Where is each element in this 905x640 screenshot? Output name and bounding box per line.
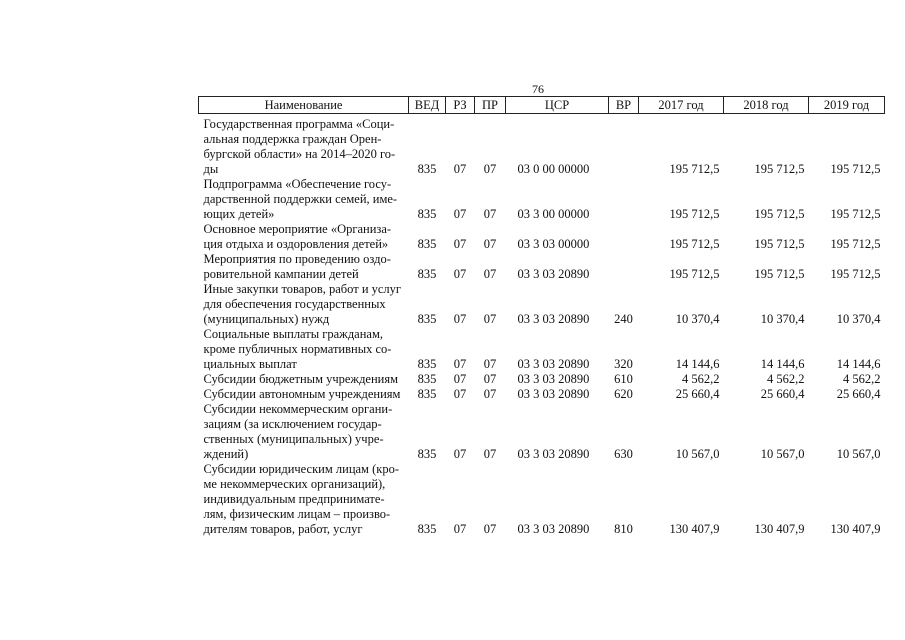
- name-line: ровительной кампании детей: [203, 267, 359, 281]
- cell-name: [199, 387, 409, 402]
- cell-2019: 195 712,5: [830, 162, 881, 176]
- cell-2017: 195 712,5: [669, 207, 720, 221]
- name-line: Мероприятия по проведению оздо-: [203, 252, 391, 266]
- table-row: [199, 402, 885, 462]
- cell-pr: 07: [483, 267, 497, 281]
- table-row: [199, 222, 885, 252]
- cell-csr: 03 3 03 20890: [517, 447, 590, 461]
- cell-rz: 07: [453, 237, 467, 251]
- cell-pr: 07: [483, 237, 497, 251]
- cell-2019: 195 712,5: [830, 267, 881, 281]
- cell-csr: 03 3 03 20890: [517, 267, 590, 281]
- name-line: зациям (за исключением государ-: [203, 417, 382, 431]
- name-line: ждений): [203, 447, 249, 461]
- cell-2018: 25 660,4: [760, 387, 805, 401]
- cell-2019: 195 712,5: [830, 207, 881, 221]
- cell-pr: 07: [483, 447, 497, 461]
- name-line: циальных выплат: [203, 357, 297, 371]
- name-line: кроме публичных нормативных со-: [203, 342, 392, 356]
- cell-name: [199, 372, 409, 387]
- cell-name: [199, 252, 409, 282]
- header-ved: ВЕД: [409, 97, 446, 114]
- cell-csr: 03 3 00 00000: [517, 207, 590, 221]
- cell-ved: 835: [417, 312, 437, 326]
- header-rz: РЗ: [446, 97, 475, 114]
- cell-2019: 4 562,2: [843, 372, 881, 386]
- table-row: [199, 252, 885, 282]
- cell-ved: 835: [417, 162, 437, 176]
- name-line: дителям товаров, работ, услуг: [203, 522, 363, 536]
- cell-csr: 03 3 03 20890: [517, 357, 590, 371]
- cell-vr: [609, 114, 639, 178]
- name-line: бургской области» на 2014–2020 го-: [203, 147, 396, 161]
- header-2017: 2017 год: [639, 97, 724, 114]
- cell-rz: 07: [453, 312, 467, 326]
- cell-pr: 07: [483, 312, 497, 326]
- cell-csr: 03 0 00 00000: [517, 162, 590, 176]
- cell-ved: 835: [417, 237, 437, 251]
- cell-2019: 195 712,5: [830, 237, 881, 251]
- cell-rz: 07: [453, 522, 467, 536]
- budget-table: [198, 96, 885, 537]
- cell-2019: 14 144,6: [836, 357, 881, 371]
- cell-2017: 195 712,5: [669, 162, 720, 176]
- name-line: Социальные выплаты гражданам,: [203, 327, 384, 341]
- cell-2018: 195 712,5: [754, 237, 805, 251]
- cell-pr: 07: [483, 162, 497, 176]
- cell-2018: 130 407,9: [754, 522, 805, 536]
- cell-name: [199, 222, 409, 252]
- cell-pr: 07: [483, 387, 497, 401]
- name-line: Субсидии бюджетным учреждениям: [203, 372, 399, 386]
- cell-pr: 07: [483, 357, 497, 371]
- cell-2019: 130 407,9: [830, 522, 881, 536]
- cell-2017: 25 660,4: [675, 387, 720, 401]
- cell-vr: 320: [614, 357, 633, 371]
- cell-2018: 14 144,6: [760, 357, 805, 371]
- cell-name: [199, 327, 409, 372]
- table-row: [199, 114, 885, 178]
- cell-2017: 10 567,0: [675, 447, 720, 461]
- cell-2018: 4 562,2: [767, 372, 805, 386]
- page-number: 76: [532, 82, 544, 96]
- name-line: Государственная программа «Соци-: [203, 117, 395, 131]
- header-csr: ЦСР: [506, 97, 609, 114]
- cell-rz: 07: [453, 207, 467, 221]
- table-row: [199, 327, 885, 372]
- cell-ved: 835: [417, 522, 437, 536]
- table-row: [199, 462, 885, 537]
- cell-rz: 07: [453, 267, 467, 281]
- cell-ved: 835: [417, 207, 437, 221]
- cell-vr: [609, 222, 639, 252]
- name-line: (муниципальных) нужд: [203, 312, 330, 326]
- header-2019: 2019 год: [809, 97, 885, 114]
- cell-name: [199, 177, 409, 222]
- cell-2019: 10 370,4: [836, 312, 881, 326]
- cell-csr: 03 3 03 20890: [517, 522, 590, 536]
- cell-pr: 07: [483, 522, 497, 536]
- table-row: [199, 177, 885, 222]
- cell-ved: 835: [417, 372, 437, 386]
- cell-2017: 14 144,6: [675, 357, 720, 371]
- header-vr: ВР: [609, 97, 639, 114]
- cell-vr: [609, 177, 639, 222]
- cell-rz: 07: [453, 162, 467, 176]
- cell-2018: 195 712,5: [754, 207, 805, 221]
- cell-pr: 07: [483, 372, 497, 386]
- name-line: Субсидии автономным учреждениям: [203, 387, 401, 401]
- cell-name: [199, 114, 409, 178]
- cell-2017: 130 407,9: [669, 522, 720, 536]
- table-row: [199, 387, 885, 402]
- cell-csr: 03 3 03 00000: [517, 237, 590, 251]
- cell-2017: 4 562,2: [682, 372, 720, 386]
- cell-2019: 25 660,4: [836, 387, 881, 401]
- name-line: ция отдыха и оздоровления детей»: [203, 237, 389, 251]
- cell-rz: 07: [453, 387, 467, 401]
- name-line: для обеспечения государственных: [203, 297, 386, 311]
- name-line: индивидуальным предпринимате-: [203, 492, 385, 506]
- cell-csr: 03 3 03 20890: [517, 372, 590, 386]
- cell-2017: 195 712,5: [669, 267, 720, 281]
- cell-2018: 10 567,0: [760, 447, 805, 461]
- cell-ved: 835: [417, 267, 437, 281]
- cell-vr: 810: [614, 522, 633, 536]
- name-line: ственных (муниципальных) учре-: [203, 432, 384, 446]
- cell-rz: 07: [453, 372, 467, 386]
- cell-name: [199, 462, 409, 537]
- cell-name: [199, 402, 409, 462]
- cell-2018: 195 712,5: [754, 162, 805, 176]
- name-line: ющих детей»: [203, 207, 275, 221]
- cell-ved: 835: [417, 357, 437, 371]
- name-line: дарственной поддержки семей, име-: [203, 192, 398, 206]
- cell-vr: [609, 252, 639, 282]
- cell-2018: 195 712,5: [754, 267, 805, 281]
- cell-rz: 07: [453, 357, 467, 371]
- name-line: альная поддержка граждан Орен-: [203, 132, 382, 146]
- name-line: ме некоммерческих организаций),: [203, 477, 386, 491]
- cell-vr: 240: [614, 312, 633, 326]
- name-line: ды: [203, 162, 219, 176]
- header-2018: 2018 год: [724, 97, 809, 114]
- cell-vr: 620: [614, 387, 633, 401]
- cell-name: [199, 282, 409, 327]
- name-line: Субсидии юридическим лицам (кро-: [203, 462, 399, 476]
- cell-rz: 07: [453, 447, 467, 461]
- table-row: [199, 282, 885, 327]
- cell-vr: 630: [614, 447, 633, 461]
- cell-vr: 610: [614, 372, 633, 386]
- header-pr: ПР: [475, 97, 506, 114]
- header-name: Наименование: [199, 97, 409, 114]
- cell-2017: 10 370,4: [675, 312, 720, 326]
- name-line: Основное мероприятие «Организа-: [203, 222, 392, 236]
- table-header-row: [199, 97, 885, 114]
- cell-2019: 10 567,0: [836, 447, 881, 461]
- table-row: [199, 372, 885, 387]
- name-line: лям, физическим лицам – произво-: [203, 507, 391, 521]
- cell-pr: 07: [483, 207, 497, 221]
- name-line: Иные закупки товаров, работ и услуг: [203, 282, 402, 296]
- cell-csr: 03 3 03 20890: [517, 387, 590, 401]
- name-line: Подпрограмма «Обеспечение госу-: [203, 177, 392, 191]
- table-body: [199, 114, 885, 538]
- cell-csr: 03 3 03 20890: [517, 312, 590, 326]
- name-line: Субсидии некоммерческим органи-: [203, 402, 393, 416]
- cell-ved: 835: [417, 387, 437, 401]
- cell-2017: 195 712,5: [669, 237, 720, 251]
- cell-ved: 835: [417, 447, 437, 461]
- cell-2018: 10 370,4: [760, 312, 805, 326]
